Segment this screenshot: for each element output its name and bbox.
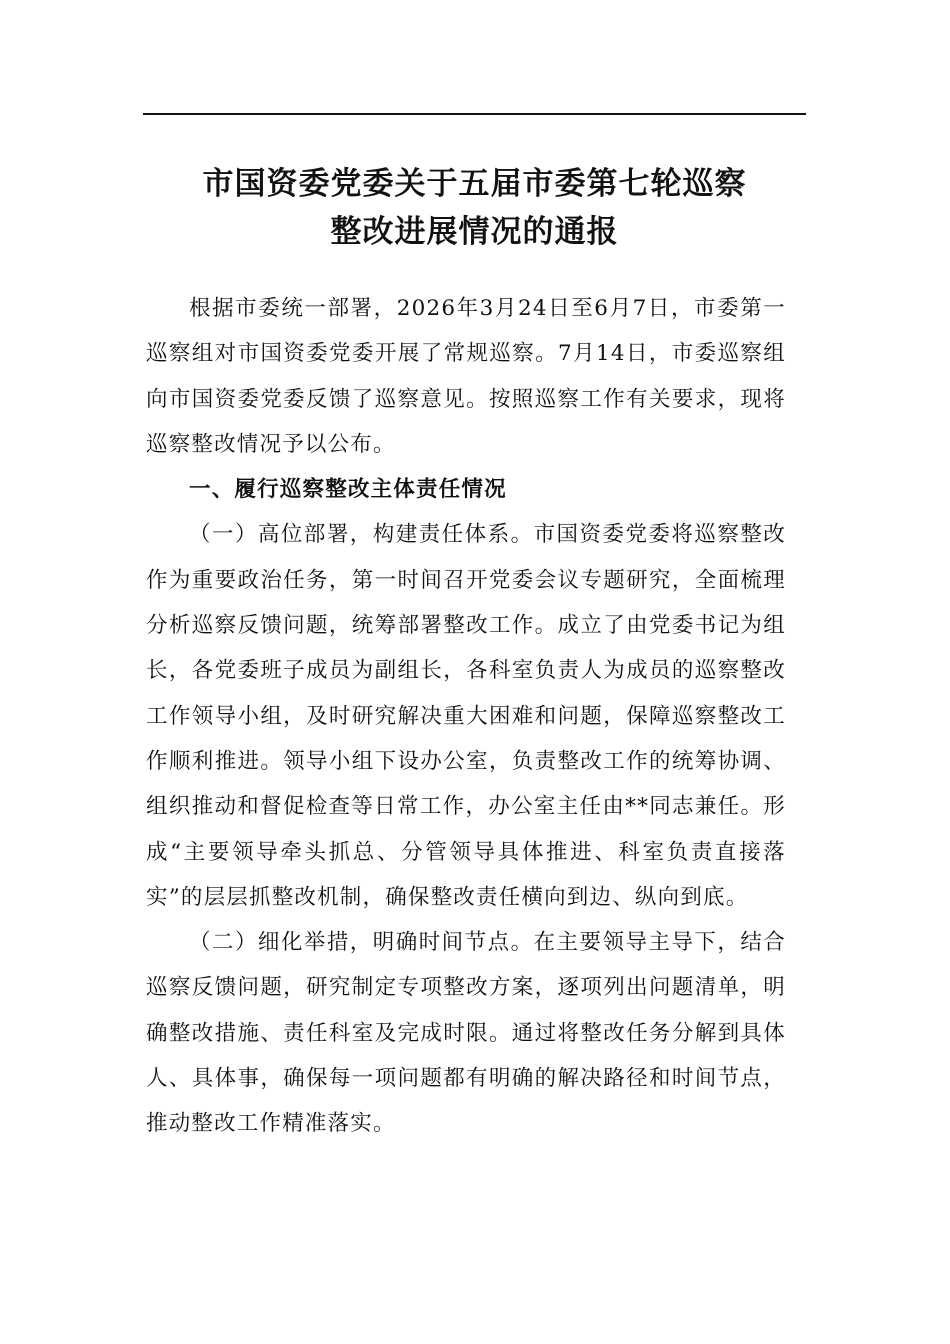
title-line-2: 整改进展情况的通报 [330,214,619,250]
item-1-paragraph [146,512,786,920]
item-2-text: 在主要领导主导下，结合巡察反馈问题，研究制定专项整改方案，逐项列出问题清单，明确整改措施、责任科室及完成时限。通过将整改任务分解到具体人、具体事，确保每一项问题都有明确的解决路径和时间节点，推动整改工作精准落实。 [146,930,786,1137]
title-line-1: 市国资委党委关于五届市委第七轮巡察 [202,166,747,202]
document-body [146,286,786,1147]
item-1-text: 市国资委党委将巡察整改作为重要政治任务，第一时间召开党委会议专题研究，全面梳理分析巡察反馈问题，统筹部署整改工作。成立了由党委书记为组长，各党委班子成员为副组长，各科室负责人为成员的巡察整改工作领导小组，及时研究解决重大困难和问题，保障巡察整改工作顺利推进。领导小组下设办公室，负责整改工作的统筹协调、组织推动和督促检查等日常工作，办公室主任由**同志兼任。形成“主要领导牵头抓总、分管领导具体推进、科室负责直接落实”的层层抓整改机制，确保整改责任横向到边、纵向到底。 [146,522,786,910]
item-2-paragraph [146,920,786,1146]
section-heading: 一、履行巡察整改主体责任情况 [189,477,507,503]
item-2-lead: （二）细化举措，明确时间节点。 [189,930,534,956]
header-rule [143,113,806,115]
item-1-lead: （一）高位部署，构建责任体系。 [189,522,534,548]
intro-paragraph: 根据市委统一部署，2026年3月24日至6月7日，市委第一巡察组对市国资委党委开展了常规巡察。7月14日，市委巡察组向市国资委党委反馈了巡察意见。按照巡察工作有关要求，现将巡察整改情况予以公布。 [146,296,786,457]
document-title [143,160,806,256]
